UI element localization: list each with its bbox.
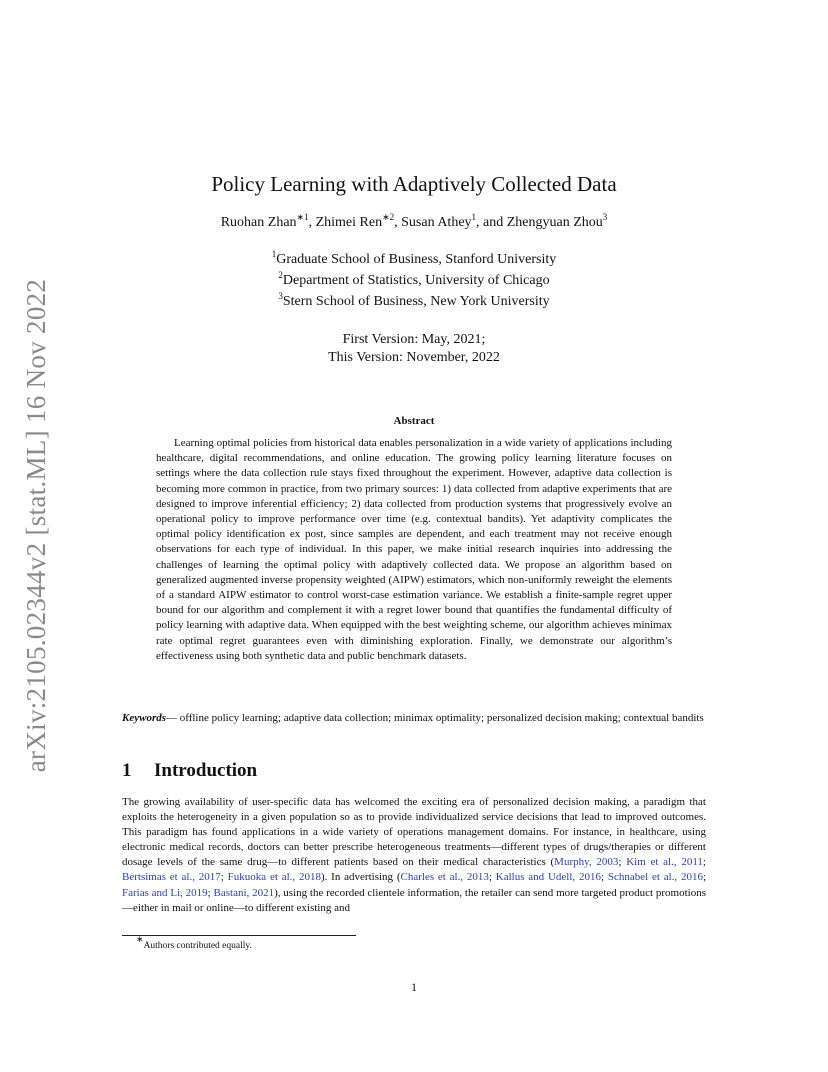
version-info	[0, 331, 828, 367]
affiliation-text: Stern School of Business, New York University	[282, 294, 550, 309]
citation-separator: ;	[220, 871, 228, 884]
affiliation-mark: 3	[278, 291, 283, 301]
citation-separator: ;	[600, 871, 608, 884]
footnote-text: Authors contributed equally.	[143, 941, 252, 951]
author-list	[0, 212, 828, 231]
citation-separator: ;	[702, 871, 707, 884]
author-separator: , and	[476, 215, 507, 230]
footnote-divider	[122, 935, 356, 936]
affiliation	[0, 249, 828, 270]
author-mark: ∗1	[296, 212, 309, 222]
first-version: First Version: May, 2021;	[342, 332, 486, 347]
citation-link[interactable]: Fukuoka et al., 2018	[227, 871, 321, 884]
author-mark: ∗2	[382, 212, 395, 222]
affiliation	[0, 270, 828, 291]
affiliation-text: Department of Statistics, University of Chicago	[282, 273, 550, 288]
author-mark: 1	[471, 212, 477, 222]
affiliation-mark: 2	[278, 270, 283, 280]
affiliation	[0, 291, 828, 312]
this-version: This Version: November, 2022	[328, 350, 500, 365]
intro-text: The growing availability of user-specific data has welcomed the exciting era of personalized decision making, a paradigm that exploits the heterogeneity in a given population so as to provide individualized service decisions that lead to improved outcomes. This paradigm has found applications in a wide variety of operations management domains. For instance, in healthcare, using electronic medical records, doctors can better prescribe heterogeneous treatments—different types of drugs/therapies or different dosage levels of the same drug—to different patients based on their medical characteristics (	[122, 796, 706, 869]
author-mark: 3	[602, 212, 608, 222]
section-heading	[122, 760, 257, 782]
affiliation-mark: 1	[271, 249, 277, 259]
citation-separator: ;	[702, 856, 706, 869]
arxiv-stamp-text: arXiv:2105.02344v2 [stat.ML] 16 Nov 2022	[21, 278, 52, 772]
citation-link[interactable]: Bertsimas et al., 2017	[122, 871, 221, 884]
author-separator: ,	[308, 215, 316, 230]
footnote-mark: ∗	[136, 934, 144, 944]
author-name: Ruohan Zhan	[220, 215, 297, 230]
author-separator: ,	[394, 215, 402, 230]
author-name: Susan Athey	[401, 215, 472, 230]
citation-link[interactable]: Kim et al., 2011	[626, 856, 703, 869]
citation-link[interactable]: Schnabel et al., 2016	[607, 871, 703, 884]
keywords-label: Keywords	[122, 712, 166, 724]
keywords	[122, 711, 706, 726]
citation-link[interactable]: Bastani, 2021	[213, 886, 275, 899]
intro-text: ), using the recorded clientele information, the retailer can send more targeted product promotions—either in mail or online—to different existing and	[122, 886, 707, 914]
citation-link[interactable]: Kallus and Udell, 2016	[495, 871, 601, 884]
author-name: Zhimei Ren	[315, 215, 383, 230]
page-number: 1	[411, 980, 417, 994]
section-number: 1	[122, 760, 132, 781]
footnote	[136, 934, 252, 951]
abstract-heading: Abstract	[393, 415, 435, 427]
citation-link[interactable]: Murphy, 2003	[554, 856, 619, 869]
paper-title: Policy Learning with Adaptively Collected Data	[211, 172, 617, 196]
citation-link[interactable]: Farias and Li, 2019	[122, 886, 208, 899]
section-title: Introduction	[154, 760, 258, 781]
abstract-text: Learning optimal policies from historical data enables personalization in a wide variety of applications including healthcare, digital recommendations, and online education. The growing policy learning literature focuses on settings where the data collection rule stays fixed throughout the experiment. However, adaptive data collection is becoming more common in practice, from two primary sources: 1) data collected from adaptive experiments that are designed to improve inferential efficiency; 2) data collected from production systems that progressively evolve an operational policy to improve performance over time (e.g. contextual bandits). Yet adaptivity complicates the optimal policy identification ex post, since samples are dependent, and each treatment may not receive enough observations for each type of individual. In this paper, we make initial research inquiries into addressing the challenges of learning the optimal policy with adaptively collected data. We propose an algorithm based on generalized augmented inverse propensity weighted (AIPW) estimators, which non-uniformly reweight the elements of a standard AIPW estimator to control worst-case estimation variance. We establish a finite-sample regret upper bound for our algorithm and complement it with a regret lower bound that quantifies the fundamental difficulty of policy learning with adaptive data. When equipped with the best weighting scheme, our algorithm achieves minimax rate optimal regret guarantees even with diminishing exploration. Finally, we demonstrate our algorithm’s effectiveness using both synthetic data and public benchmark datasets.	[156, 437, 672, 662]
citation-separator: ;	[207, 886, 214, 899]
citation-separator: ;	[618, 856, 627, 869]
citation-link[interactable]: Charles et al., 2013	[400, 871, 489, 884]
keywords-text: — offline policy learning; adaptive data collection; minimax optimality; personalized decision making; contextual bandits	[166, 712, 704, 724]
citation-separator: ;	[488, 871, 496, 884]
intro-text: ). In advertising (	[320, 871, 401, 884]
affiliation-list	[0, 249, 828, 312]
affiliation-text: Graduate School of Business, Stanford University	[276, 252, 557, 267]
author-name: Zhengyuan Zhou	[506, 215, 603, 230]
intro-paragraph	[122, 795, 706, 916]
